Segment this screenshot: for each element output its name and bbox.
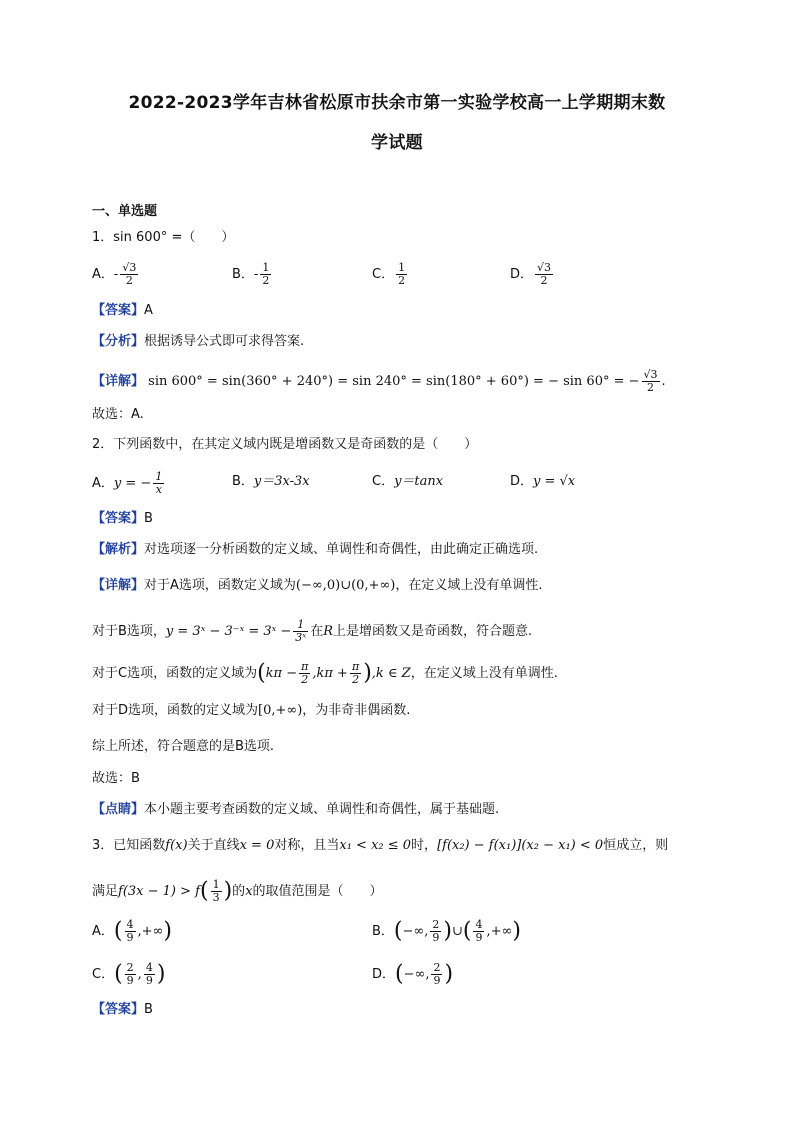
q2-detail-c: 对于C选项，函数的定义域为(kπ − $\frac{\pi}{2}$ ,kπ + $\frac{\pi}{2}$ ),k ∈ Z，在定义域上没有单调性.	[92, 660, 558, 686]
q3-option-d: D．(−∞, $\frac{2}{9}$ )	[372, 961, 454, 987]
q2-option-d: D．y = √x	[510, 474, 576, 489]
q2-option-b: B．y＝3x-3x	[232, 474, 310, 489]
q2-detail-b: 对于B选项，y = 3ˣ − 3⁻ˣ = 3ˣ − $\frac{1}{\text{3ˣ}}$ 在R上是增函数又是奇函数，符合题意.	[92, 618, 533, 644]
q2-jiexi: 【解析】对选项逐一分析函数的定义域、单调性和奇偶性，由此确定正确选项.	[92, 542, 539, 557]
q1-analysis: 【分析】根据诱导公式即可求得答案.	[92, 334, 305, 349]
q1-option-b: B．- $\frac{1}{2}$	[232, 261, 270, 287]
document-title-line-1: 2022-2023学年吉林省松原市扶余市第一实验学校高一上学期期末数	[128, 93, 666, 113]
q1-stem: 1．sin 600° =（ ）	[92, 230, 235, 245]
q3-option-a: A．( $\frac{4}{9}$ ,+∞)	[92, 918, 172, 944]
q1-option-d: D． $\frac{√3}{2}$	[510, 261, 552, 287]
q2-summary: 综上所述，符合题意的是B选项.	[92, 739, 275, 754]
q2-detail-a: 【详解】对于A选项，函数定义域为(−∞,0)∪(0,+∞)，在定义域上没有单调性.	[92, 578, 543, 593]
q1-answer: 【答案】A	[92, 303, 153, 318]
q1-option-a: A．- $\frac{√3}{2}$	[92, 261, 137, 287]
q3-stem-line-2: 满足f(3x − 1) > f( $\frac{1}{3}$ )的x的取值范围是（ ）	[92, 878, 383, 904]
q2-stem: 2．下列函数中，在其定义域内既是增函数又是奇函数的是（ ）	[92, 437, 478, 452]
section-heading: 一、单选题	[92, 204, 158, 219]
q1-detail: 【详解】 sin 600° = sin(360° + 240°) = sin 240° = sin(180° + 60°) = − sin 60° = − $\frac{√3}{2}$ .	[92, 368, 666, 394]
q2-conclusion: 故选：B	[92, 771, 140, 786]
q1-option-c: C． $\frac{1}{2}$	[372, 261, 406, 287]
q2-option-c: C．y＝tanx	[372, 474, 444, 489]
q2-option-a: A．y = − $\frac{1}{x}$	[92, 470, 163, 496]
q3-stem-line-1: 3．已知函数f(x)关于直线x = 0对称，且当x₁ < x₂ ≤ 0时，[f(x₂) − f(x₁)](x₂ − x₁) < 0恒成立，则	[92, 838, 669, 853]
document-title-line-2: 学试题	[371, 133, 423, 153]
q3-option-b: B．(−∞, $\frac{2}{9}$ )∪( $\frac{4}{9}$ ,+∞)	[372, 918, 521, 944]
q2-comment: 【点睛】本小题主要考查函数的定义域、单调性和奇偶性，属于基础题.	[92, 802, 500, 817]
q2-detail-d: 对于D选项，函数的定义域为[0,+∞)，为非奇非偶函数.	[92, 703, 411, 718]
q3-answer: 【答案】B	[92, 1002, 153, 1017]
q2-answer: 【答案】B	[92, 511, 153, 526]
q3-option-c: C．( $\frac{2}{9}$ , $\frac{4}{9}$ )	[92, 961, 166, 987]
q1-conclusion: 故选：A.	[92, 407, 144, 422]
